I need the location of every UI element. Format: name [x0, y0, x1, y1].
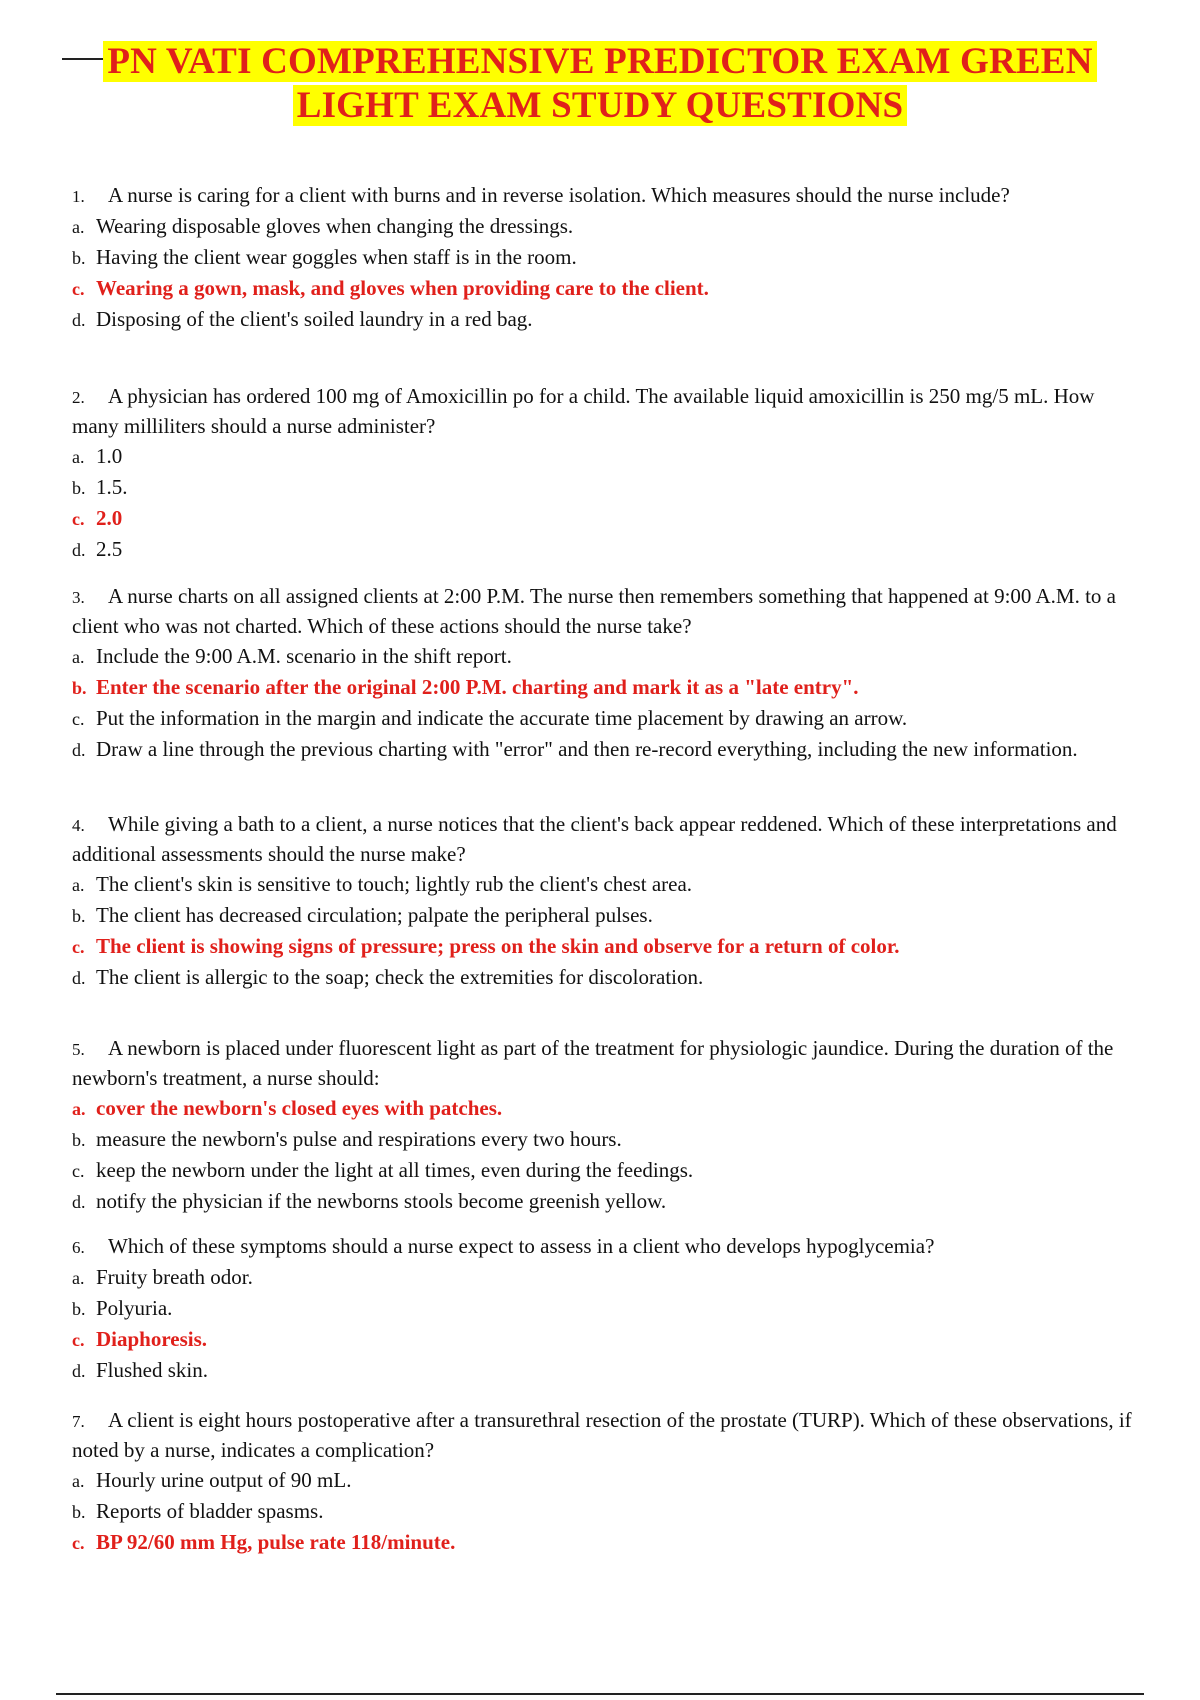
- option-d: [72, 534, 1144, 565]
- option-text: 1.5.: [96, 475, 128, 499]
- option-text: measure the newborn's pulse and respirations every two hours.: [96, 1127, 622, 1151]
- option-letter: a.: [72, 217, 85, 237]
- option-d: [72, 304, 1144, 335]
- option-letter: b.: [72, 678, 87, 698]
- question-stem: [72, 1232, 1144, 1262]
- option-text: Include the 9:00 A.M. scenario in the shift report.: [96, 644, 512, 668]
- option-letter: d.: [72, 1192, 86, 1212]
- option-letter: c.: [72, 937, 85, 957]
- option-b: [72, 242, 1144, 273]
- option-c: [72, 1155, 1144, 1186]
- option-a: [72, 441, 1144, 472]
- question-number: 3.: [72, 588, 85, 607]
- option-text: Put the information in the margin and indicate the accurate time placement by drawing an arrow.: [96, 706, 908, 730]
- option-letter: a.: [72, 647, 85, 667]
- option-d: [72, 1186, 1144, 1217]
- option-text: Having the client wear goggles when staff is in the room.: [96, 245, 577, 269]
- option-text: The client is showing signs of pressure; press on the skin and observe for a return of color.: [96, 934, 900, 958]
- option-text: Fruity breath odor.: [96, 1265, 253, 1289]
- option-letter: c.: [72, 709, 85, 729]
- option-text: The client is allergic to the soap; check the extremities for discoloration.: [96, 965, 704, 989]
- option-text: Wearing disposable gloves when changing the dressings.: [96, 214, 574, 238]
- question-stem: [72, 1406, 1144, 1465]
- option-text: Disposing of the client's soiled laundry in a red bag.: [96, 307, 533, 331]
- option-letter: b.: [72, 1299, 86, 1319]
- option-c-correct: [72, 931, 1144, 962]
- question-text: A nurse charts on all assigned clients at 2:00 P.M. The nurse then remembers something that happened at 9:00 A.M. to a client who was not charted. Which of these actions should the nurse take?: [72, 584, 1116, 638]
- question-text: A physician has ordered 100 mg of Amoxicillin po for a child. The available liquid amoxicillin is 250 mg/5 mL. How many milliliters should a nurse administer?: [72, 384, 1095, 438]
- option-text: 1.0: [96, 444, 123, 468]
- option-a: [72, 641, 1144, 672]
- question-stem: [72, 1034, 1144, 1093]
- option-text: Draw a line through the previous charting with "error" and then re-record everything, including the new information.: [96, 737, 1078, 761]
- question-stem: [72, 582, 1144, 641]
- question-number: 7.: [72, 1412, 85, 1431]
- option-text: 2.0: [96, 506, 123, 530]
- option-b: [72, 1496, 1144, 1527]
- document-title: [0, 40, 1200, 128]
- question-3: [72, 582, 1144, 765]
- option-c: [72, 703, 1144, 734]
- option-letter: b.: [72, 478, 86, 498]
- question-stem: [72, 382, 1144, 441]
- option-text: BP 92/60 mm Hg, pulse rate 118/minute.: [96, 1530, 456, 1554]
- option-text: keep the newborn under the light at all times, even during the feedings.: [96, 1158, 694, 1182]
- option-letter: d.: [72, 310, 86, 330]
- option-letter: d.: [72, 540, 86, 560]
- option-c-correct: [72, 273, 1144, 304]
- option-letter: a.: [72, 1268, 85, 1288]
- option-b: [72, 1124, 1144, 1155]
- option-text: Wearing a gown, mask, and gloves when providing care to the client.: [96, 276, 709, 300]
- question-number: 6.: [72, 1238, 85, 1257]
- question-text: A nurse is caring for a client with burns and in reverse isolation. Which measures should the nurse include?: [108, 183, 1010, 207]
- option-letter: c.: [72, 1161, 85, 1181]
- option-c-correct: [72, 503, 1144, 534]
- question-text: A client is eight hours postoperative after a transurethral resection of the prostate (TURP). Which of these observations, if noted by a nurse, indicates a complication?: [72, 1408, 1132, 1462]
- title-line-2: LIGHT EXAM STUDY QUESTIONS: [293, 85, 908, 126]
- option-letter: a.: [72, 1099, 86, 1119]
- question-7: [72, 1406, 1144, 1558]
- question-number: 1.: [72, 187, 85, 206]
- option-text: Enter the scenario after the original 2:00 P.M. charting and mark it as a "late entry".: [96, 675, 859, 699]
- footer-rule: [56, 1693, 1144, 1695]
- option-text: Reports of bladder spasms.: [96, 1499, 324, 1523]
- option-a: [72, 211, 1144, 242]
- option-letter: a.: [72, 875, 85, 895]
- question-2: [72, 382, 1144, 565]
- option-letter: b.: [72, 1130, 86, 1150]
- option-text: Hourly urine output of 90 mL.: [96, 1468, 352, 1492]
- option-b: [72, 1293, 1144, 1324]
- question-number: 4.: [72, 816, 85, 835]
- option-text: The client has decreased circulation; palpate the peripheral pulses.: [96, 903, 653, 927]
- option-d: [72, 962, 1144, 993]
- option-letter: a.: [72, 1471, 85, 1491]
- title-line-1: PN VATI COMPREHENSIVE PREDICTOR EXAM GREEN: [103, 41, 1096, 82]
- question-stem: [72, 810, 1144, 869]
- option-c-correct: [72, 1324, 1144, 1355]
- option-text: Polyuria.: [96, 1296, 173, 1320]
- option-c-correct: [72, 1527, 1144, 1558]
- option-letter: b.: [72, 906, 86, 926]
- option-letter: c.: [72, 1330, 85, 1350]
- option-letter: b.: [72, 1502, 86, 1522]
- question-text: While giving a bath to a client, a nurse notices that the client's back appear reddened. Which of these interpretations and additional assessments should the nurse make?: [72, 812, 1117, 866]
- option-b: [72, 472, 1144, 503]
- question-number: 2.: [72, 388, 85, 407]
- option-d: [72, 1355, 1144, 1386]
- question-stem: [72, 181, 1144, 211]
- option-text: Flushed skin.: [96, 1358, 209, 1382]
- option-letter: a.: [72, 447, 85, 467]
- option-text: notify the physician if the newborns stools become greenish yellow.: [96, 1189, 667, 1213]
- question-text: A newborn is placed under fluorescent light as part of the treatment for physiologic jaundice. During the duration of the newborn's treatment, a nurse should:: [72, 1036, 1114, 1090]
- option-text: The client's skin is sensitive to touch; lightly rub the client's chest area.: [96, 872, 693, 896]
- option-a-correct: [72, 1093, 1144, 1124]
- option-letter: d.: [72, 1361, 86, 1381]
- option-letter: c.: [72, 509, 85, 529]
- question-number: 5.: [72, 1040, 85, 1059]
- option-b: [72, 900, 1144, 931]
- option-text: Diaphoresis.: [96, 1327, 208, 1351]
- option-letter: b.: [72, 248, 86, 268]
- option-letter: c.: [72, 279, 85, 299]
- question-4: [72, 810, 1144, 993]
- option-text: 2.5: [96, 537, 123, 561]
- option-letter: c.: [72, 1533, 85, 1553]
- option-d: [72, 734, 1144, 765]
- option-letter: d.: [72, 968, 86, 988]
- question-1: [72, 181, 1144, 335]
- question-text: Which of these symptoms should a nurse expect to assess in a client who develops hypoglycemia?: [108, 1234, 935, 1258]
- question-5: [72, 1034, 1144, 1217]
- option-letter: d.: [72, 740, 86, 760]
- option-a: [72, 1465, 1144, 1496]
- option-a: [72, 869, 1144, 900]
- option-text: cover the newborn's closed eyes with patches.: [96, 1096, 503, 1120]
- option-b-correct: [72, 672, 1144, 703]
- question-6: [72, 1232, 1144, 1386]
- option-a: [72, 1262, 1144, 1293]
